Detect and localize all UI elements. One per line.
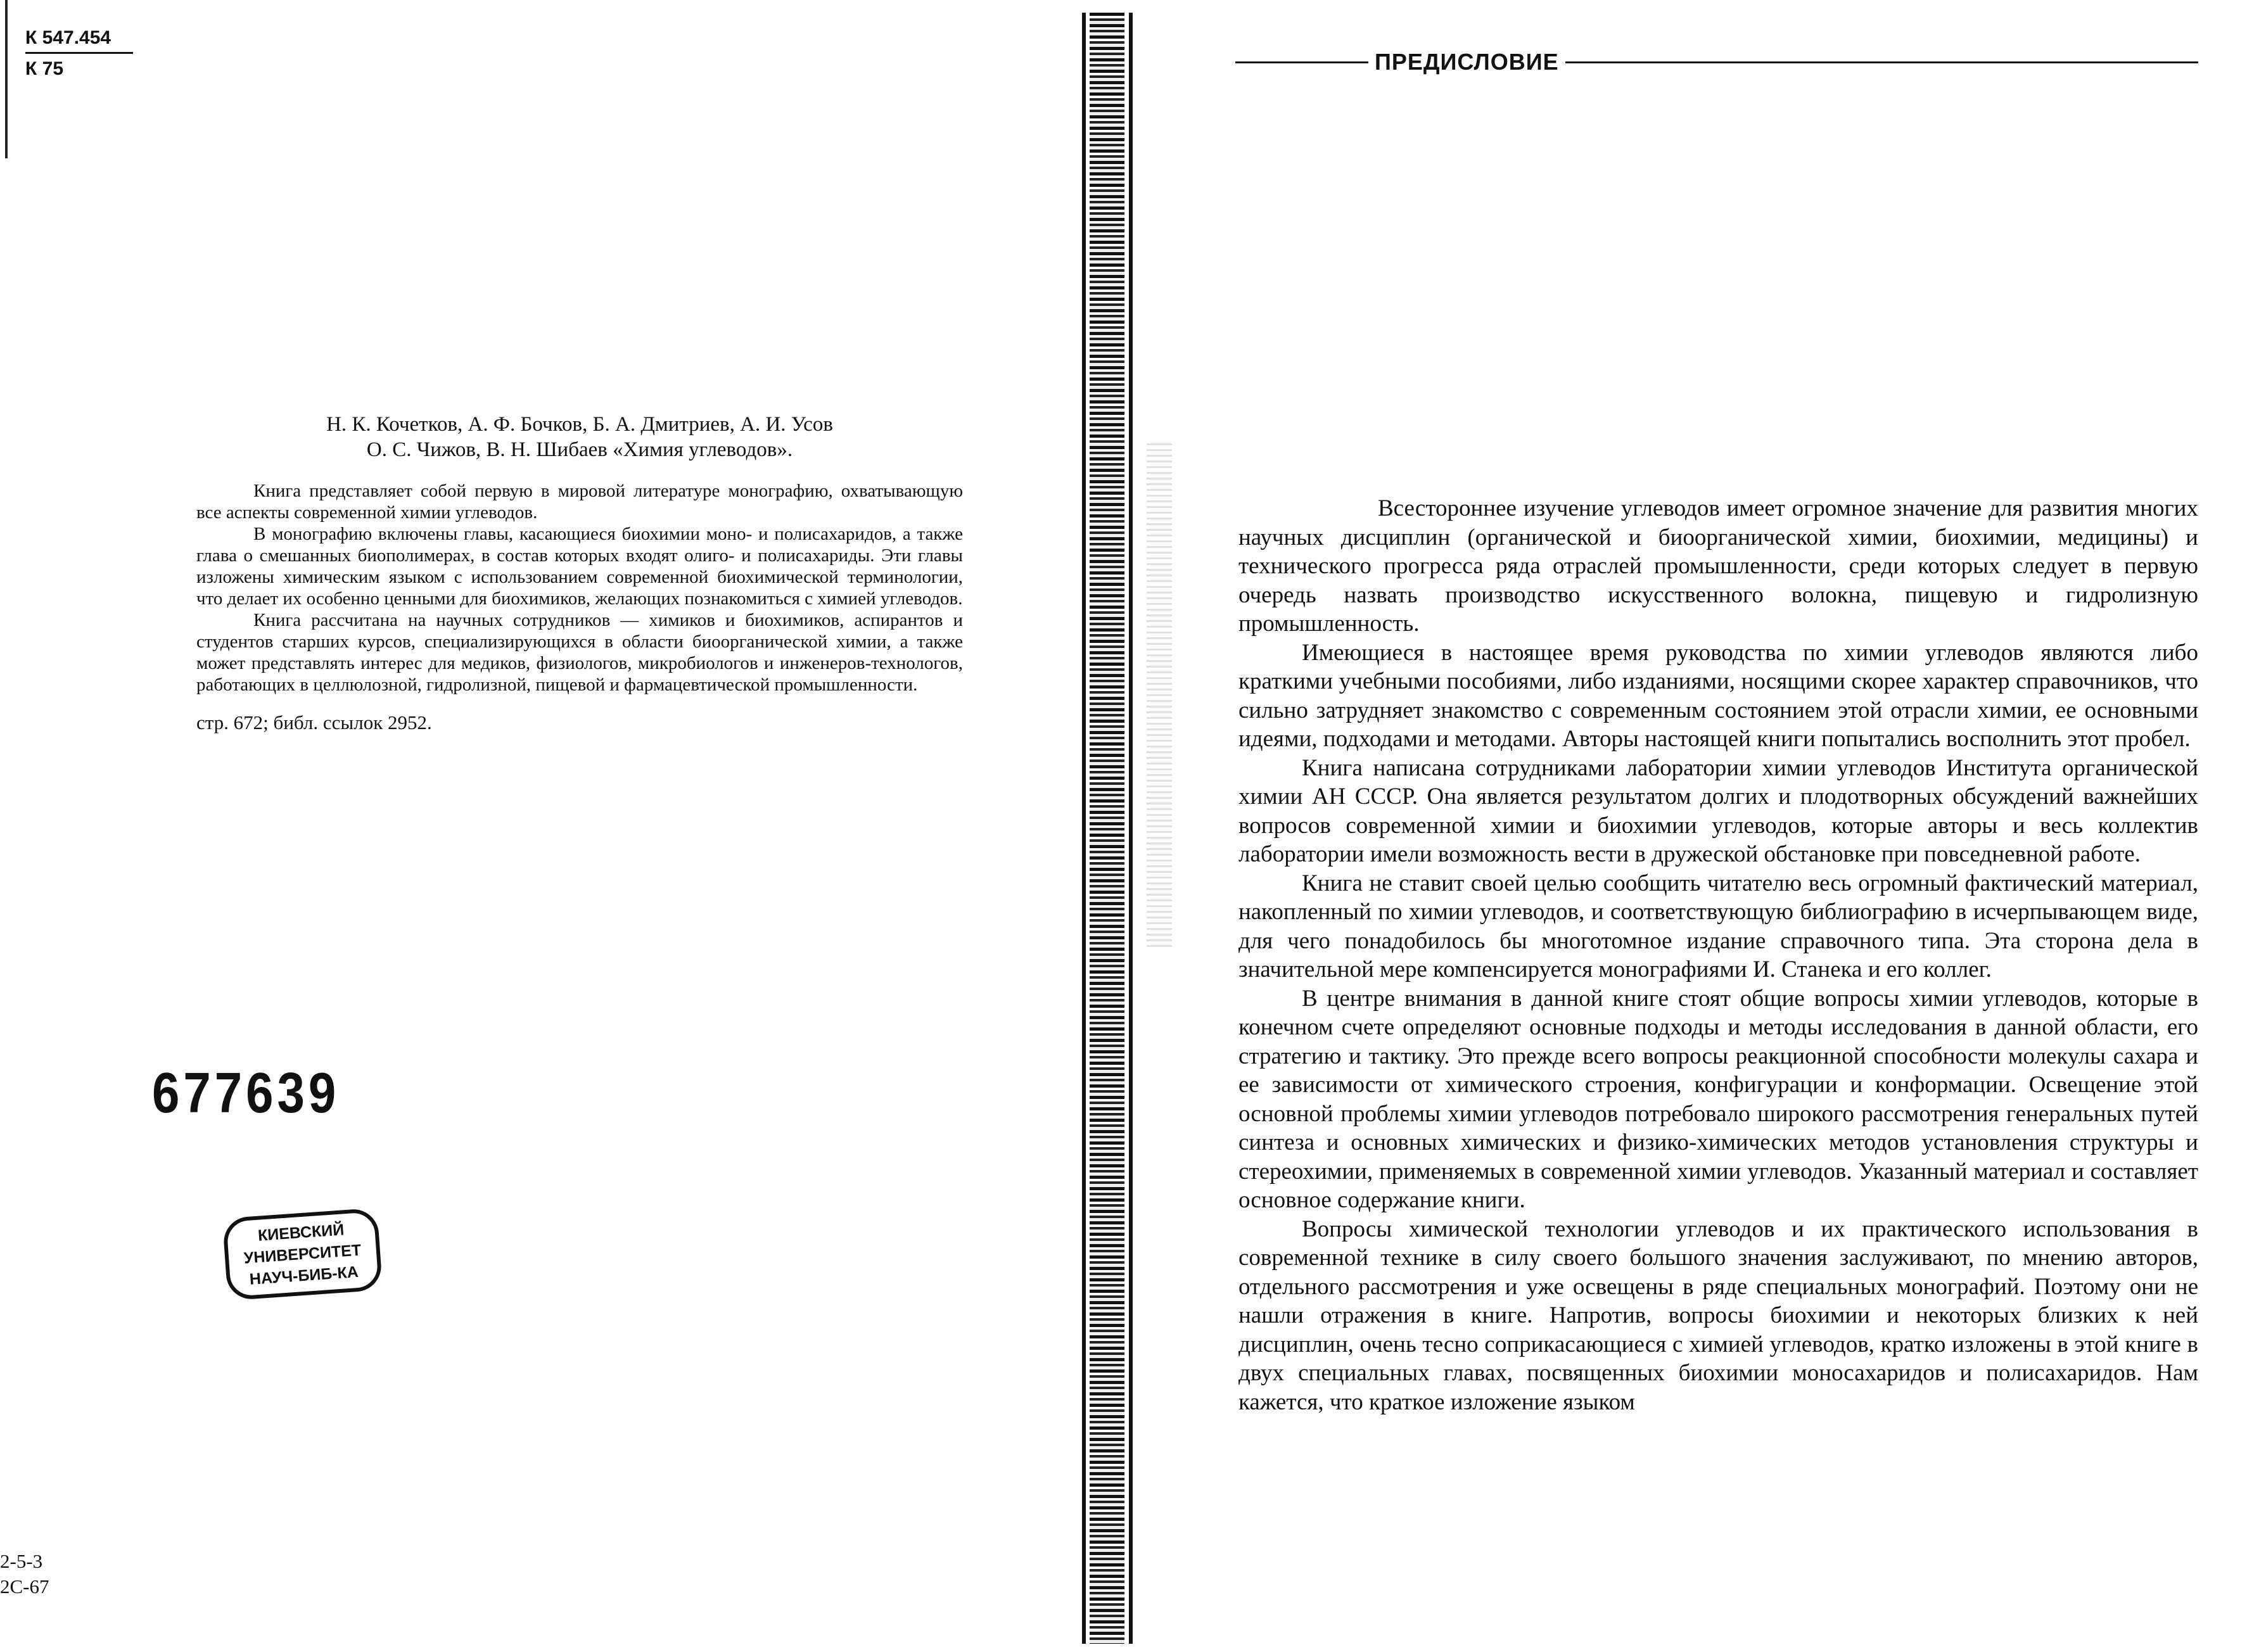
spine-binding [1090, 13, 1124, 1644]
left-page [0, 0, 1064, 1652]
bibliography-info: стр. 672; библ. ссылок 2952. [196, 711, 432, 734]
bottom-code: 2С-67 [0, 1575, 49, 1598]
library-code: К 75 [25, 58, 64, 79]
authors-line-1: Н. К. Кочетков, А. Ф. Бочков, Б. А. Дмитриев, А. И. Усов [326, 413, 833, 436]
preface-text [1238, 494, 2198, 1416]
preface-paragraph: Всестороннее изучение углеводов имеет огромное значение для развития многих научных дисциплин (органической и биоорганической химии, биохимии, медицины) и технического прогресса ряда отраслей промышленности, среди которых следует в первую очередь назвать производство искусственного волокна, пищевую и гидролизную промышленность. [1238, 495, 2198, 637]
preface-paragraph: Книга не ставит своей целью сообщить читателю весь огромный фактический материал, накопленный по химии углеводов, и соответствующую библиографию в исчерпывающем виде, для чего понадобилось бы многотомное издание справочного типа. Эта сторона дела в значительной мере компенсируется монографиями И. Станека и его коллег. [1238, 870, 2198, 982]
stamp-line: КИЕВСКИЙ [257, 1221, 345, 1245]
authors-line-2: О. С. Чижов, В. Н. Шибаев «Химия углеводов». [366, 438, 793, 461]
classification-block [25, 25, 133, 82]
annotation-paragraph: В монографию включены главы, касающиеся биохимии моно- и полисахаридов, а также глава о смешанных биополимерах, в состав которых входят олиго- и полисахариды. Эти главы изложены химическим языком с использованием современной биохимической терминологии, что делает их особенно ценными для биохимиков, желающих познакомиться с химией углеводов. [196, 524, 963, 609]
spine-shadow [1147, 443, 1172, 950]
udk-code: К 547.454 [25, 25, 133, 54]
book-spine [1071, 13, 1143, 1644]
heading-rule [1235, 61, 1368, 63]
inventory-number: 677639 [152, 1060, 340, 1125]
preface-paragraph: Вопросы химической технологии углеводов и их практического использования в современной технике в силу своего большого значения заслуживают, по мнению авторов, отдельного рассмотрения и уже освещены в ряде специальных монографий. Поэтому они не нашли отражения в книге. Напротив, вопросы биохимии и некоторых близких к ней дисциплин, очень тесно соприкасающиеся с химией углеводов, кратко изложены в этой книге в двух специальных главах, посвященных биохимии моносахаридов и полисахаридов. Нам кажется, что краткое изложение языком [1238, 1216, 2198, 1415]
bottom-code: 2-5-3 [0, 1550, 43, 1572]
annotation-paragraph: Книга рассчитана на научных сотрудников — химиков и биохимиков, аспирантов и студентов старших курсов, специализирующихся в области биоорганической химии, а также может представлять интерес для медиков, физиологов, микробиологов и инженеров-технологов, работающих в целлюлозной, гидролизной, пищевой и фармацевтической промышленности. [196, 610, 963, 695]
spine-edge-left [1082, 13, 1086, 1644]
spine-edge-right [1129, 13, 1133, 1644]
section-heading [1235, 49, 2198, 75]
right-page [1204, 0, 2247, 1652]
preface-paragraph: Книга написана сотрудниками лаборатории химии углеводов Института органической химии АН СССР. Она является результатом долгих и плодотворных обсуждений важнейших вопросов современной химии и биохимии углеводов, которые авторы и весь коллектив лаборатории имели возможность вести в дружеской обстановке при повседневной работе. [1238, 754, 2198, 867]
library-stamp [222, 1208, 383, 1301]
stamp-line: НАУЧ-БИБ-КА [249, 1262, 359, 1288]
bottom-codes [0, 1549, 49, 1599]
corner-mark [5, 0, 8, 158]
preface-paragraph: В центре внимания в данной книге стоят общие вопросы химии углеводов, которые в конечном счете определяют основные подходы и методы исследования в данной области, его стратегию и тактику. Это прежде всего вопросы реакционной способности молекулы сахара и ее зависимости от химического строения, конфигурации и конформации. Освещение этой основной проблемы химии углеводов потребовало широкого рассмотрения генеральных путей синтеза и основных химических и физико-химических методов установления структуры и стереохимии, применяемых в современной химии углеводов. Указанный материал и составляет основное содержание книги. [1238, 985, 2198, 1213]
preface-paragraph: Имеющиеся в настоящее время руководства по химии углеводов являются либо краткими учебными пособиями, либо изданиями, носящими скорее характер справочников, что сильно затрудняет знакомство с современным состоянием этой отрасли химии, ее основными идеями, подходами и методами. Авторы настоящей книги попытались восполнить этот пробел. [1238, 639, 2198, 752]
annotation-block [196, 412, 963, 735]
annotation-paragraph: Книга представляет собой первую в мировой литературе монографию, охватывающую все аспекты современной химии углеводов. [196, 481, 963, 523]
annotation-text [196, 480, 963, 696]
heading-rule [1565, 61, 2198, 63]
authors [196, 412, 963, 462]
heading-title: ПРЕДИСЛОВИЕ [1375, 49, 1559, 75]
stamp-line: УНИВЕРСИТЕТ [243, 1241, 362, 1268]
